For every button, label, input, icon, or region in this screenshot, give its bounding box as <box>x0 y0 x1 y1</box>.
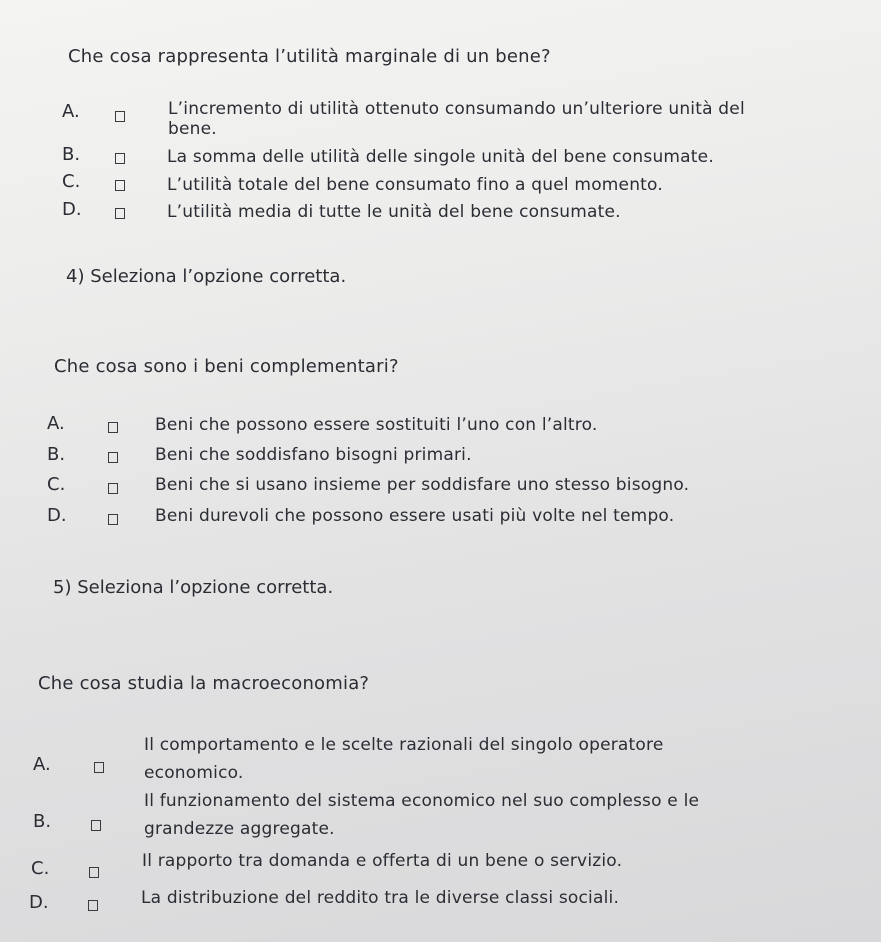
section-4-title: 4) Seleziona l’opzione corretta. <box>66 266 347 287</box>
question-complementary-goods: Che cosa sono i beni complementari? <box>54 356 399 377</box>
option-letter: A. <box>33 754 51 775</box>
option-text-q4-b: Beni che soddisfano bisogni primari. <box>155 445 472 465</box>
option-text-q5-c: Il rapporto tra domanda e offerta di un bene o servizio. <box>142 851 623 871</box>
answer-checkbox-q4-a[interactable] <box>108 422 118 433</box>
question-marginal-utility: Che cosa rappresenta l’utilità marginale di un bene? <box>68 46 551 67</box>
option-letter: A. <box>47 413 65 434</box>
answer-checkbox-q3-d[interactable] <box>115 208 125 219</box>
option-letter: D. <box>47 505 67 526</box>
option-text-q4-d: Beni durevoli che possono essere usati più volte nel tempo. <box>155 506 675 526</box>
answer-checkbox-q5-a[interactable] <box>94 762 104 773</box>
option-text-q5-b-line2: grandezze aggregate. <box>144 819 335 839</box>
option-text-q5-a-line1: Il comportamento e le scelte razionali del singolo operatore <box>144 735 664 755</box>
option-text-q3-d: L’utilità media di tutte le unità del bene consumate. <box>167 202 621 222</box>
question-macroeconomics: Che cosa studia la macroeconomia? <box>38 673 370 694</box>
answer-checkbox-q3-c[interactable] <box>115 180 125 191</box>
answer-checkbox-q5-c[interactable] <box>89 867 99 878</box>
option-text-q3-a-line1: L’incremento di utilità ottenuto consumando un’ulteriore unità del <box>168 99 745 119</box>
option-letter: D. <box>62 199 82 220</box>
option-text-q3-c: L’utilità totale del bene consumato fino a quel momento. <box>167 175 663 195</box>
answer-checkbox-q4-b[interactable] <box>108 452 118 463</box>
option-letter: C. <box>31 858 50 879</box>
answer-checkbox-q4-d[interactable] <box>108 514 118 525</box>
option-letter: B. <box>47 444 66 465</box>
option-text-q5-b-line1: Il funzionamento del sistema economico nel suo complesso e le <box>144 791 700 811</box>
option-letter: A. <box>62 101 80 122</box>
option-letter: C. <box>62 171 81 192</box>
option-letter: C. <box>47 474 66 495</box>
answer-checkbox-q5-b[interactable] <box>91 820 101 831</box>
answer-checkbox-q3-b[interactable] <box>115 153 125 164</box>
option-text-q5-d: La distribuzione del reddito tra le diverse classi sociali. <box>141 888 620 908</box>
option-text-q4-c: Beni che si usano insieme per soddisfare uno stesso bisogno. <box>155 475 690 495</box>
section-5-title: 5) Seleziona l’opzione corretta. <box>53 577 334 598</box>
option-text-q5-a-line2: economico. <box>144 763 244 783</box>
option-letter: B. <box>62 144 81 165</box>
answer-checkbox-q5-d[interactable] <box>88 900 98 911</box>
answer-checkbox-q3-a[interactable] <box>115 111 125 122</box>
option-text-q4-a: Beni che possono essere sostituiti l’uno con l’altro. <box>155 415 598 435</box>
option-text-q3-a-line2: bene. <box>168 119 217 139</box>
option-letter: B. <box>33 811 52 832</box>
answer-checkbox-q4-c[interactable] <box>108 483 118 494</box>
option-letter: D. <box>29 892 49 913</box>
option-text-q3-b: La somma delle utilità delle singole unità del bene consumate. <box>167 147 714 167</box>
